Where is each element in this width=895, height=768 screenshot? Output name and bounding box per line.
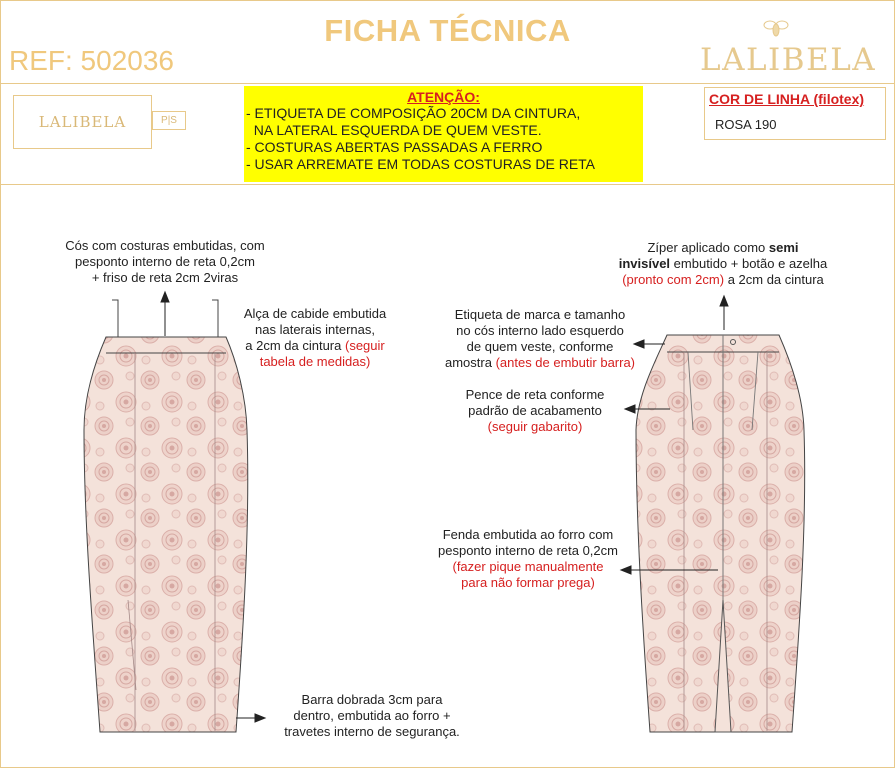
waistband-note: Cós com costuras embutidas, com pesponto interno de reta 0,2cm + friso de reta 2cm 2viras bbox=[65, 238, 265, 285]
hem-note: Barra dobrada 3cm para dentro, embutida ao forro + travetes interno de segurança. bbox=[284, 692, 460, 739]
hanger-loop-note: Alça de cabide embutida nas laterais internas, a 2cm da cintura (seguir tabela de medidas) bbox=[243, 306, 387, 369]
brand-label-note: Etiqueta de marca e tamanho no cós interno lado esquerdo de quem veste, conforme amostra (antes de embutir barra) bbox=[444, 307, 636, 370]
attention-title: ATENÇÃO: bbox=[407, 89, 480, 105]
attention-line: - COSTURAS ABERTAS PASSADAS A FERRO bbox=[246, 139, 543, 155]
attention-line: NA LATERAL ESQUERDA DE QUEM VESTE. bbox=[246, 122, 542, 138]
brand-logo: LALIBELA bbox=[700, 42, 877, 78]
back-skirt bbox=[636, 335, 805, 732]
brand-label-text: LALIBELA bbox=[38, 113, 127, 131]
size-label-tag: P|S bbox=[152, 111, 186, 130]
front-skirt bbox=[84, 300, 248, 732]
attention-line: - USAR ARREMATE EM TODAS COSTURAS DE RETA bbox=[246, 156, 596, 172]
reference-code: REF: 502036 bbox=[9, 45, 174, 76]
thread-color-value: ROSA 190 bbox=[715, 117, 777, 132]
attention-line: - ETIQUETA DE COMPOSIÇÃO 20CM DA CINTURA, bbox=[246, 105, 581, 121]
zipper-note: Zíper aplicado como semi invisível embutido + botão e azelha (pronto com 2cm) a 2cm da cintura bbox=[618, 240, 828, 287]
slit-note: Fenda embutida ao forro com pesponto interno de reta 0,2cm (fazer pique manualmente para não formar prega) bbox=[438, 527, 618, 590]
page-title: FICHA TÉCNICA bbox=[324, 13, 571, 48]
dart-note: Pence de reta conforme padrão de acabamento (seguir gabarito) bbox=[465, 387, 605, 434]
thread-color-title: COR DE LINHA (filotex) bbox=[709, 91, 865, 107]
